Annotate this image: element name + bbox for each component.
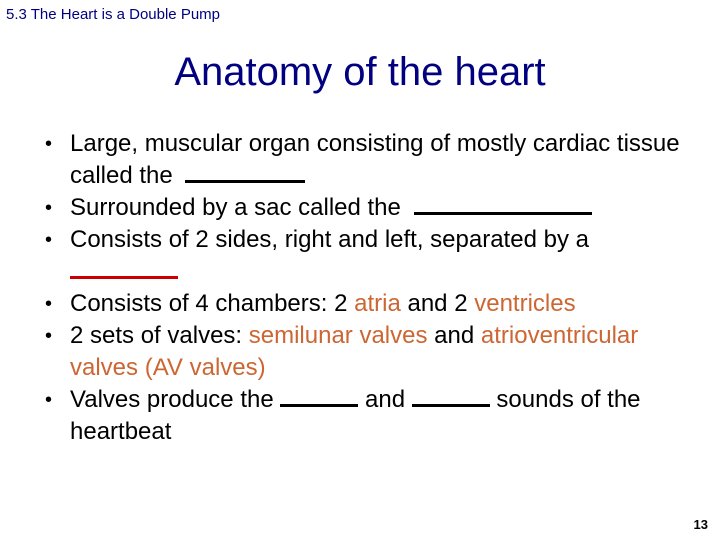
fill-in-blank xyxy=(414,211,592,215)
bullet-item xyxy=(40,288,680,320)
fill-in-blank xyxy=(412,403,490,407)
bullet-icon: • xyxy=(45,389,53,411)
bullet-item xyxy=(40,384,680,448)
bullet-text: Valves produce the xyxy=(70,386,274,413)
bullet-item xyxy=(40,192,680,224)
highlight-term: ventricles xyxy=(474,290,576,317)
bullet-icon: • xyxy=(45,229,53,251)
highlight-term: atria xyxy=(354,290,401,317)
bullet-text: and xyxy=(427,322,481,349)
fill-in-blank xyxy=(70,275,178,279)
section-header: 5.3 The Heart is a Double Pump xyxy=(6,6,221,23)
bullet-text: Surrounded by a sac called the xyxy=(70,194,401,221)
bullet-icon: • xyxy=(45,197,53,219)
bullet-list xyxy=(40,128,680,448)
bullet-item xyxy=(40,128,680,192)
bullet-text: and 2 xyxy=(400,290,475,317)
page-number: 13 xyxy=(693,517,708,532)
bullet-item xyxy=(40,224,680,288)
bullet-text: sounds of the heartbeat xyxy=(70,386,641,445)
bullet-text: 2 sets of valves: xyxy=(70,322,249,349)
highlight-term: semilunar valves xyxy=(248,322,428,349)
bullet-text: and xyxy=(365,386,406,413)
fill-in-blank xyxy=(185,179,305,183)
bullet-text: Large, muscular organ consisting of mostly cardiac tissue called the xyxy=(70,130,680,189)
bullet-icon: • xyxy=(45,293,53,315)
slide-title: Anatomy of the heart xyxy=(174,50,546,94)
bullet-icon: • xyxy=(45,325,53,347)
bullet-text: Consists of 2 sides, right and left, separated by a xyxy=(70,226,589,253)
bullet-icon: • xyxy=(45,133,53,155)
bullet-item xyxy=(40,320,680,384)
highlight-term: atrioventricular valves (AV valves) xyxy=(70,322,639,381)
fill-in-blank xyxy=(280,403,358,407)
bullet-text: Consists of 4 chambers: 2 xyxy=(70,290,355,317)
